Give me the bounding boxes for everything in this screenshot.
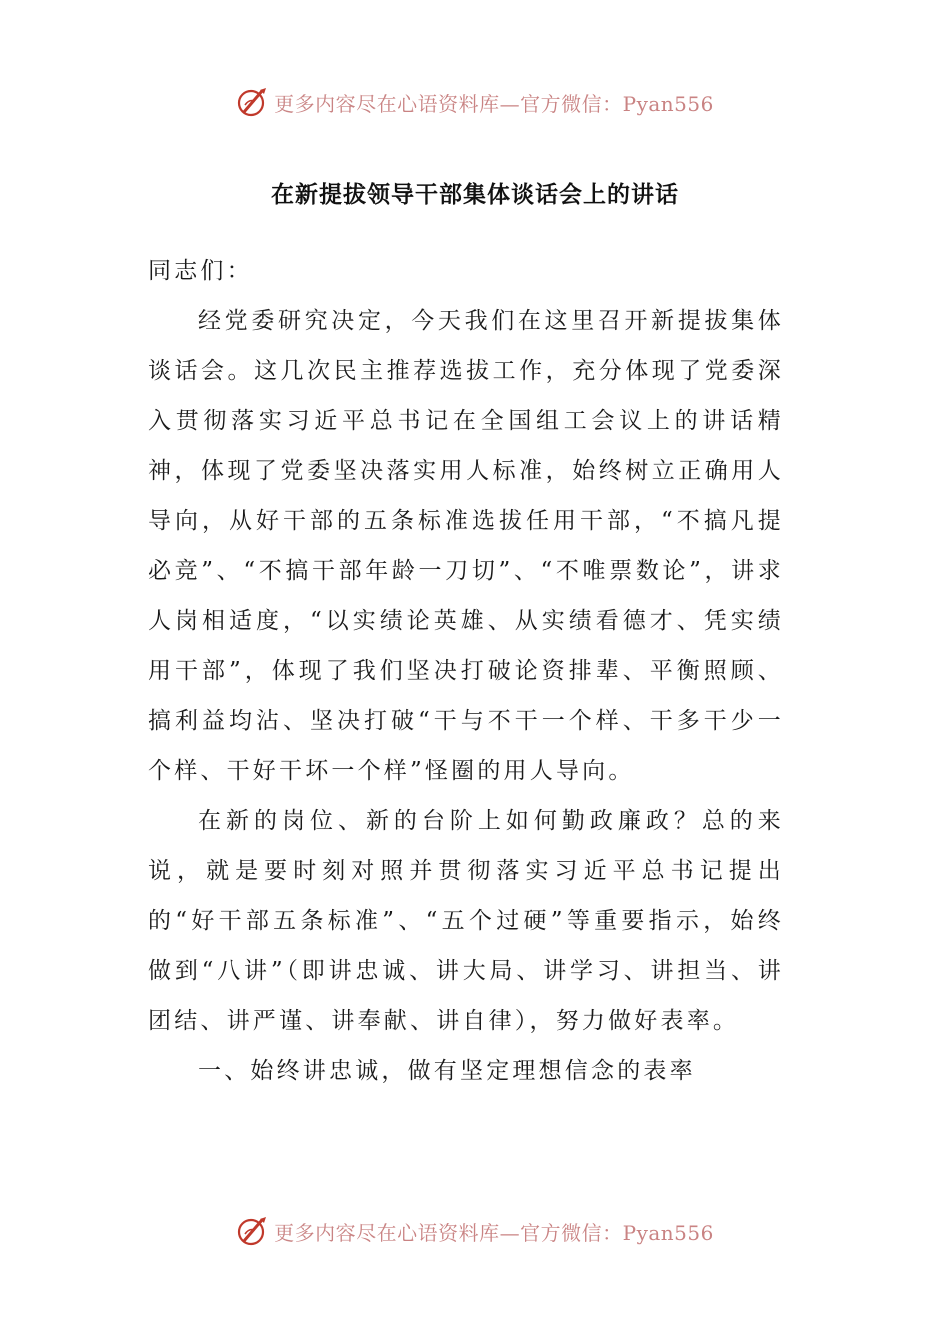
paragraph-1: 经党委研究决定，今天我们在这里召开新提拔集体谈话会。这几次民主推荐选拔工作，充分体现了党委深入贯彻落实习近平总书记在全国组工会议上的讲话精神，体现了党委坚决落实用人标准，始终树立正确用人导向，从好干部的五条标准选拔任用干部，“不搞凡提必竞”、“不搞干部年龄一刀切”、“不唯票数论”，讲求人岗相适度，“以实绩论英雄、从实绩看德才、凭实绩用干部”，体现了我们坚决打破论资排辈、平衡照顾、搞利益均沾、坚决打破“干与不干一个样、干多干少一个样、干好干坏一个样”怪圈的用人导向。	[148, 308, 784, 784]
document-body	[148, 246, 784, 1096]
pen-circle-logo-icon	[236, 85, 270, 119]
wechat-id: Pyan556	[622, 1220, 714, 1245]
banner-text: 更多内容尽在心语资料库—官方微信：Pyan556	[274, 91, 714, 116]
banner-text: 更多内容尽在心语资料库—官方微信：Pyan556	[274, 1220, 714, 1245]
header-banner	[0, 80, 950, 124]
footer-banner	[0, 1209, 950, 1253]
wechat-id: Pyan556	[622, 91, 714, 116]
pen-circle-logo-icon	[236, 1214, 270, 1248]
section-heading-1: 一、始终讲忠诚，做有坚定理想信念的表率	[198, 1058, 696, 1084]
paragraph-2: 在新的岗位、新的台阶上如何勤政廉政？总的来说，就是要时刻对照并贯彻落实习近平总书记提出的“好干部五条标准”、“五个过硬”等重要指示，始终做到“八讲”（即讲忠诚、讲大局、讲学习、讲担当、讲团结、讲严谨、讲奉献、讲自律），努力做好表率。	[148, 808, 784, 1034]
document-title: 在新提拔领导干部集体谈话会上的讲话	[271, 182, 679, 208]
salutation: 同志们：	[148, 258, 253, 284]
